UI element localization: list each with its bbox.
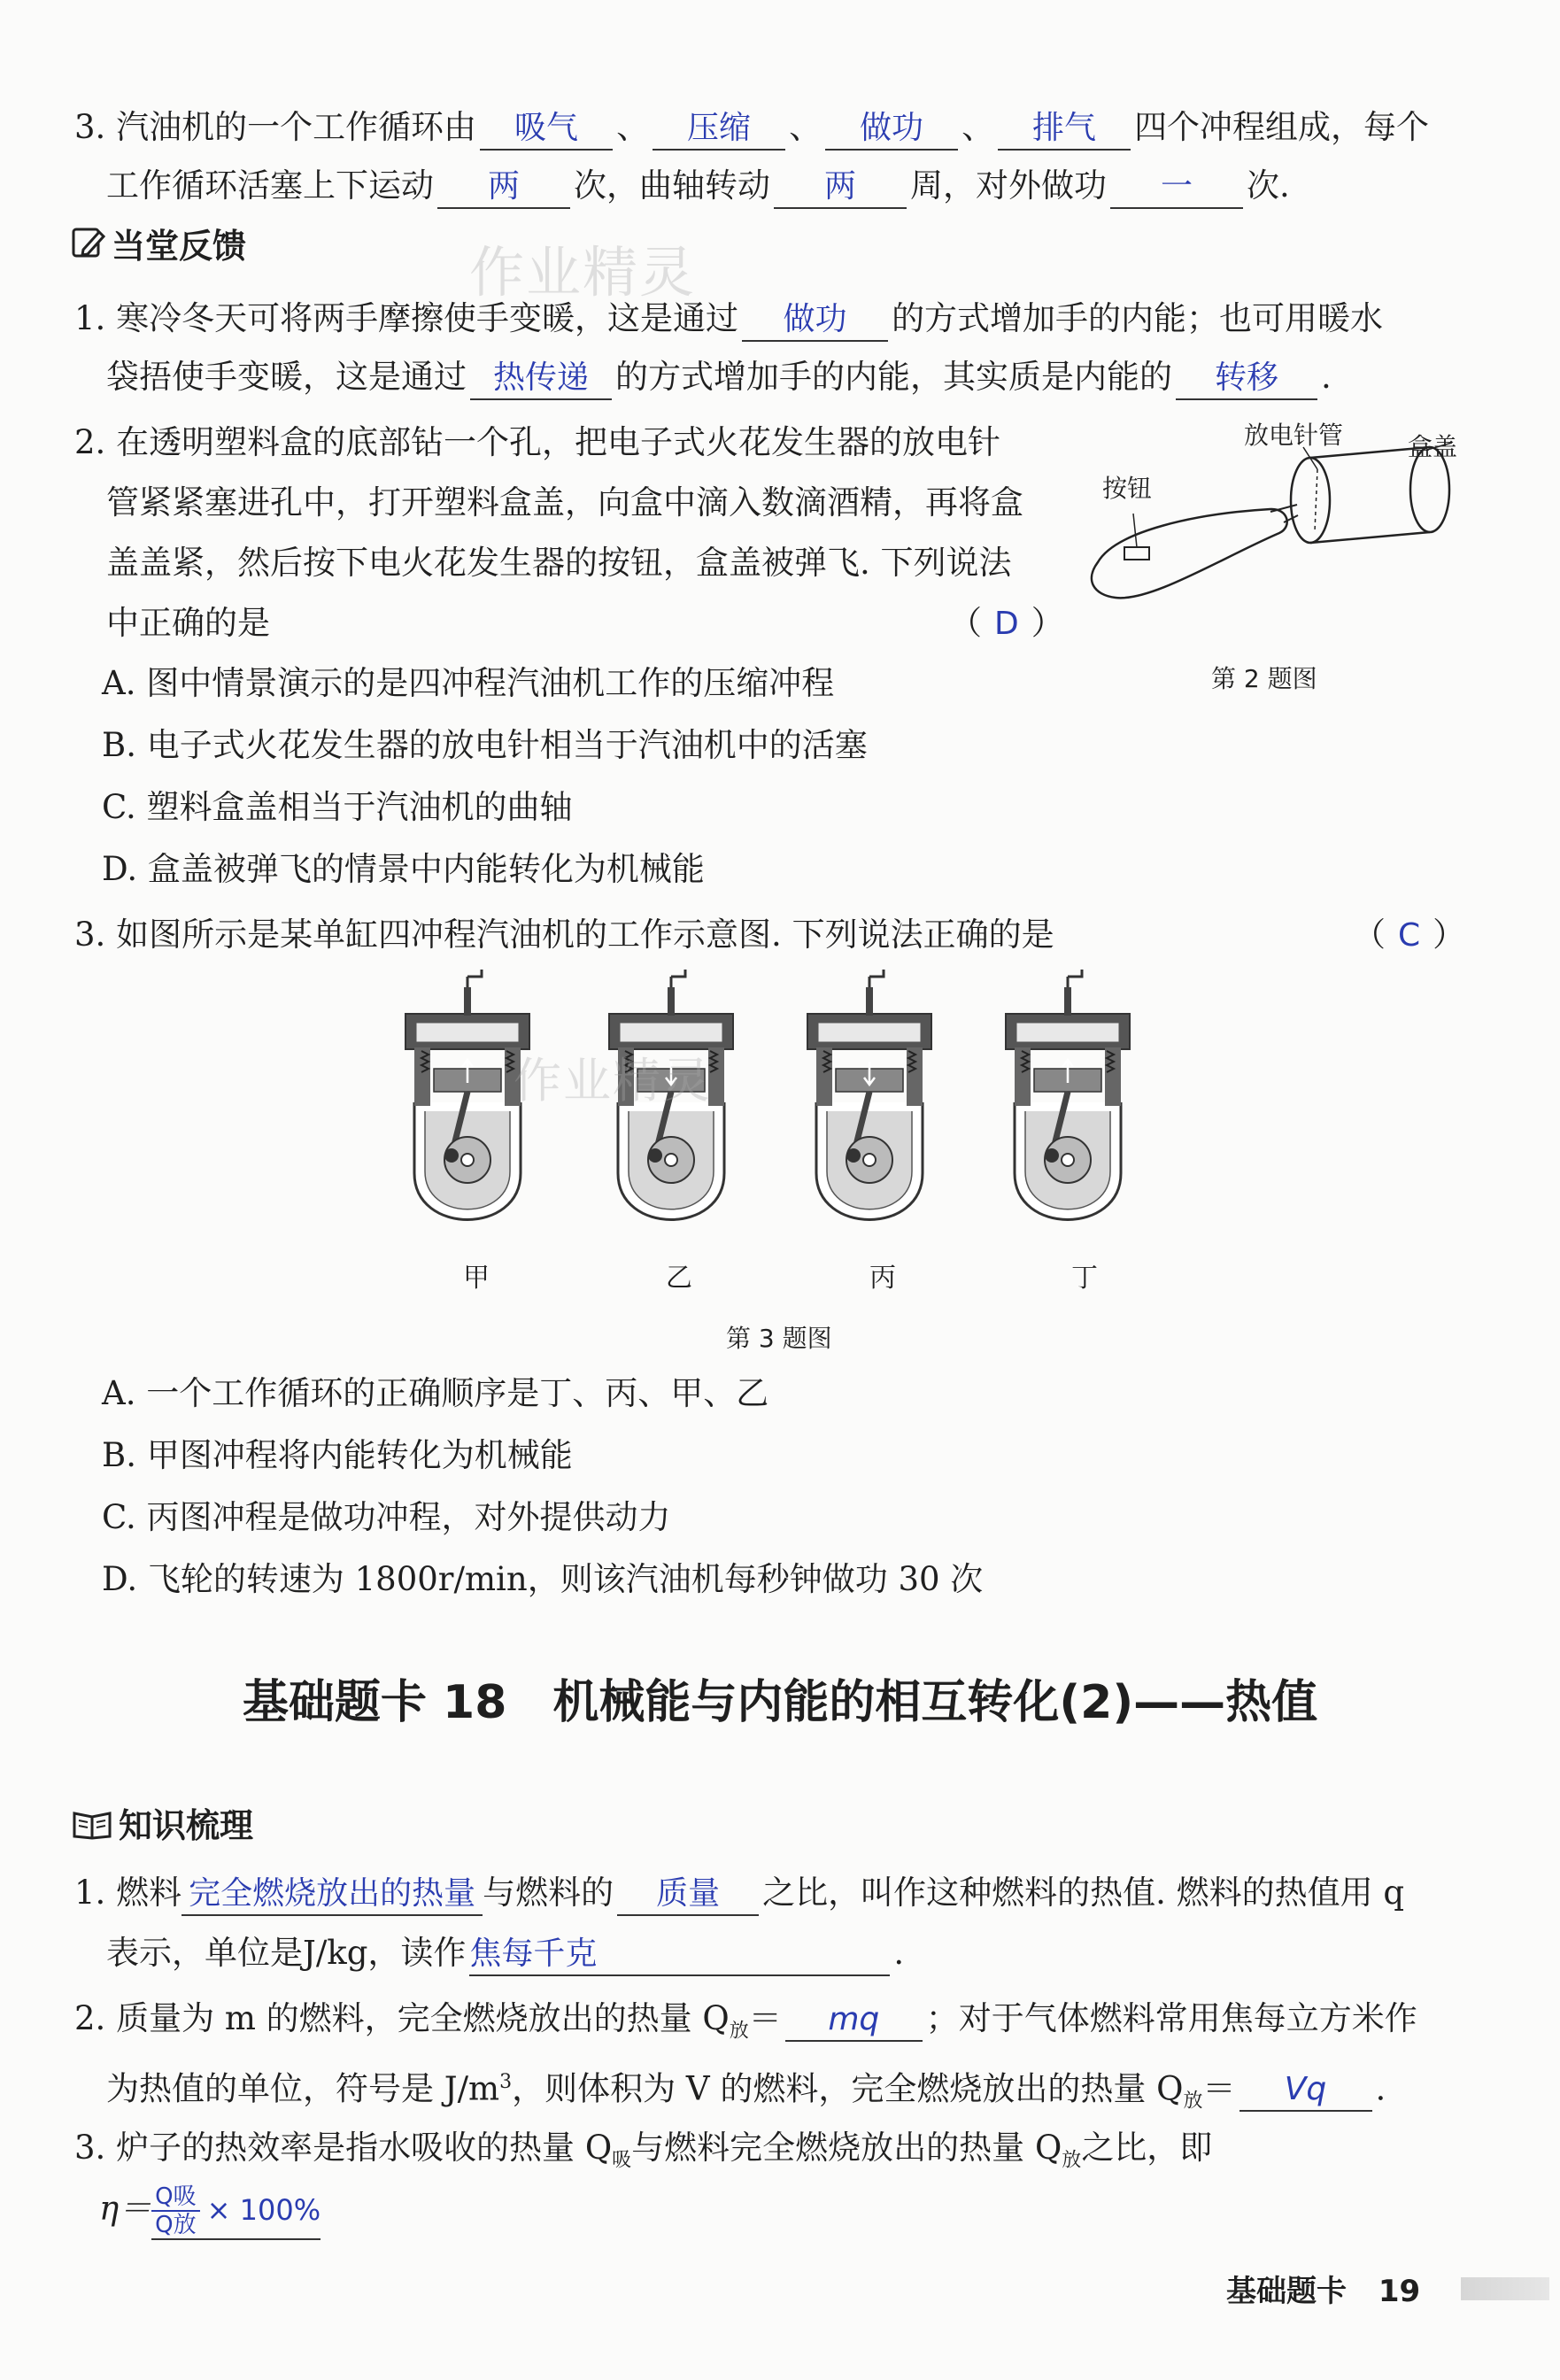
superscript: 3	[499, 2071, 513, 2093]
text: ，则体积为 V 的燃料，完全燃烧放出的热量 Q	[512, 2069, 1184, 2108]
page-footer	[1226, 2267, 1420, 2310]
efficiency-formula	[151, 2183, 320, 2240]
sep: 、	[616, 108, 650, 146]
paren: ）	[1031, 604, 1064, 642]
fq3-option-b: B. 甲图冲程将内能转化为机械能	[102, 1436, 573, 1474]
text: ；对于气体燃料常用焦每立方米作	[925, 1999, 1417, 2037]
text: 之比，即	[1081, 2129, 1213, 2167]
fig3-caption: 第 3 题图	[726, 1324, 832, 1353]
heading-text: 当堂反馈	[112, 227, 247, 266]
fraction	[151, 2183, 199, 2238]
fig2-label-lid: 盒盖	[1408, 432, 1458, 461]
subscript: 放	[1183, 2090, 1203, 2113]
page-number: 19	[1378, 2274, 1421, 2309]
text: 1. 寒冷冬天可将两手摩擦使手变暖，这是通过	[74, 299, 739, 337]
fq2-answer: D	[994, 606, 1019, 642]
engine-label-ding: 丁	[1071, 1263, 1098, 1294]
text: 的方式增加手的内能；也可用暖水	[892, 299, 1384, 337]
text: 表示，单位是J/kg，读作	[106, 1934, 467, 1972]
fq2-option-b: B. 电子式火花发生器的放电针相当于汽油机中的活塞	[102, 726, 868, 764]
text: 与燃料的	[483, 1874, 614, 1912]
blank-mass: 质量	[617, 1874, 759, 1916]
text: 次，曲轴转动	[574, 166, 770, 205]
open-book-icon	[71, 1805, 113, 1851]
numerator: Q吸	[151, 2183, 199, 2212]
fq1-line1	[74, 296, 1383, 342]
subscript: 放	[729, 2020, 749, 2043]
text: 次.	[1247, 166, 1290, 205]
footer-label: 基础题卡	[1226, 2274, 1347, 2309]
footer-bar	[1461, 2277, 1549, 2300]
text: .	[1375, 2069, 1386, 2108]
text: 与燃料完全燃烧放出的热量 Q	[631, 2129, 1062, 2167]
blank-vq: Vq	[1240, 2069, 1372, 2112]
engine-label-yi: 乙	[666, 1263, 692, 1294]
fq3-option-a: A. 一个工作循环的正确顺序是丁、丙、甲、乙	[102, 1374, 769, 1412]
subscript: 放	[1062, 2149, 1082, 2172]
subscript: 吸	[612, 2149, 632, 2172]
blank-heat-transfer: 热传递	[470, 358, 612, 400]
fig2-label-needle: 放电针管	[1244, 421, 1344, 450]
blank-exhaust: 排气	[998, 108, 1131, 151]
section-title: 基础题卡 18 机械能与内能的相互转化(2)——热值	[242, 1676, 1318, 1729]
text: .	[1321, 358, 1332, 396]
fq2-line1: 2. 在透明塑料盒的底部钻一个孔，把电子式火花发生器的放电针	[74, 423, 1001, 461]
engine-diagrams	[398, 970, 1160, 1262]
text: 袋捂使手变暖，这是通过	[106, 358, 467, 396]
k2-line1	[74, 1996, 1417, 2054]
blank-transfer: 转移	[1176, 358, 1317, 400]
text: .	[893, 1934, 905, 1972]
fig2-label-button: 按钮	[1102, 474, 1153, 503]
paren: （	[949, 604, 982, 642]
fq3-answer-paren	[1353, 912, 1465, 959]
text: 四个冲程组成，每个	[1134, 108, 1430, 146]
feedback-heading	[71, 223, 246, 272]
percent-text: × 100%	[206, 2192, 321, 2227]
blank-work-times: 一	[1110, 166, 1243, 209]
blank-complete-combustion-heat: 完全燃烧放出的热量	[181, 1874, 483, 1916]
knowledge-heading	[71, 1803, 253, 1851]
text: 1. 燃料	[74, 1874, 182, 1912]
text: 工作循环活塞上下运动	[106, 166, 434, 205]
text: 3. 炉子的热效率是指水吸收的热量 Q	[74, 2129, 613, 2167]
fq2-line3: 盖盖紧，然后按下电火花发生器的按钮，盒盖被弹飞. 下列说法	[106, 544, 1012, 582]
text: ＝	[748, 1999, 782, 2037]
watermark: 作业精灵	[469, 240, 697, 305]
text: ＝	[1202, 2069, 1236, 2108]
blank-mq: mq	[785, 1999, 923, 2042]
blank-piston-times: 两	[437, 166, 570, 209]
text: 的方式增加手的内能，其实质是内能的	[615, 358, 1172, 396]
blank-joule-per-kg: 焦每千克	[469, 1934, 890, 1976]
blank-compression: 压缩	[653, 108, 785, 151]
q3-top-line2	[106, 163, 1290, 209]
eta-text: η＝	[99, 2189, 152, 2228]
fq2-option-a: A. 图中情景演示的是四冲程汽油机工作的压缩冲程	[102, 664, 835, 702]
fq2-line2: 管紧紧塞进孔中，打开塑料盒盖，向盒中滴入数滴酒精，再将盒	[106, 483, 1023, 522]
pencil-note-icon	[71, 225, 106, 272]
fq3-stem: 3. 如图所示是某单缸四冲程汽油机的工作示意图. 下列说法正确的是	[74, 916, 1054, 954]
text: 3. 汽油机的一个工作循环由	[74, 108, 477, 146]
fq2-option-c: C. 塑料盒盖相当于汽油机的曲轴	[102, 788, 573, 826]
paren: ）	[1433, 916, 1466, 954]
fq3-option-d: D. 飞轮的转速为 1800r/min，则该汽油机每秒钟做功 30 次	[102, 1560, 984, 1598]
k3-line2	[99, 2183, 320, 2240]
fq2-line4: 中正确的是	[106, 604, 270, 642]
text: 2. 质量为 m 的燃料，完全燃烧放出的热量 Q	[74, 1999, 730, 2037]
sep: 、	[789, 108, 822, 146]
blank-crank-turns: 两	[774, 166, 907, 209]
fq2-answer-paren	[949, 600, 1064, 647]
q3-top-line1	[74, 104, 1429, 151]
k1-line1	[74, 1870, 1404, 1916]
fq2-option-d: D. 盒盖被弹飞的情景中内能转化为机械能	[102, 850, 705, 888]
denominator: Q放	[155, 2212, 197, 2238]
text: 之比，叫作这种燃料的热值. 燃料的热值用 q	[762, 1874, 1405, 1912]
watermark-2: 作业精灵	[514, 1053, 712, 1109]
blank-intake: 吸气	[480, 108, 613, 151]
fq3-answer: C	[1398, 917, 1421, 954]
engine-label-bing: 丙	[869, 1263, 896, 1294]
paren: （	[1353, 916, 1386, 954]
k3-line1	[74, 2125, 1212, 2183]
engine-label-jia: 甲	[463, 1263, 490, 1294]
text: 周，对外做功	[910, 166, 1107, 205]
text: 为热值的单位，符号是 J/m	[106, 2069, 500, 2108]
blank-work: 做功	[742, 299, 888, 342]
blank-power: 做功	[825, 108, 958, 151]
heading-text: 知识梳理	[119, 1806, 254, 1845]
k2-line2	[106, 2059, 1386, 2125]
fq1-line2	[106, 354, 1332, 400]
k1-line2	[106, 1930, 904, 1976]
sep: 、	[961, 108, 995, 146]
fq3-option-c: C. 丙图冲程是做功冲程，对外提供动力	[102, 1498, 671, 1536]
fig2-caption: 第 2 题图	[1211, 664, 1317, 693]
